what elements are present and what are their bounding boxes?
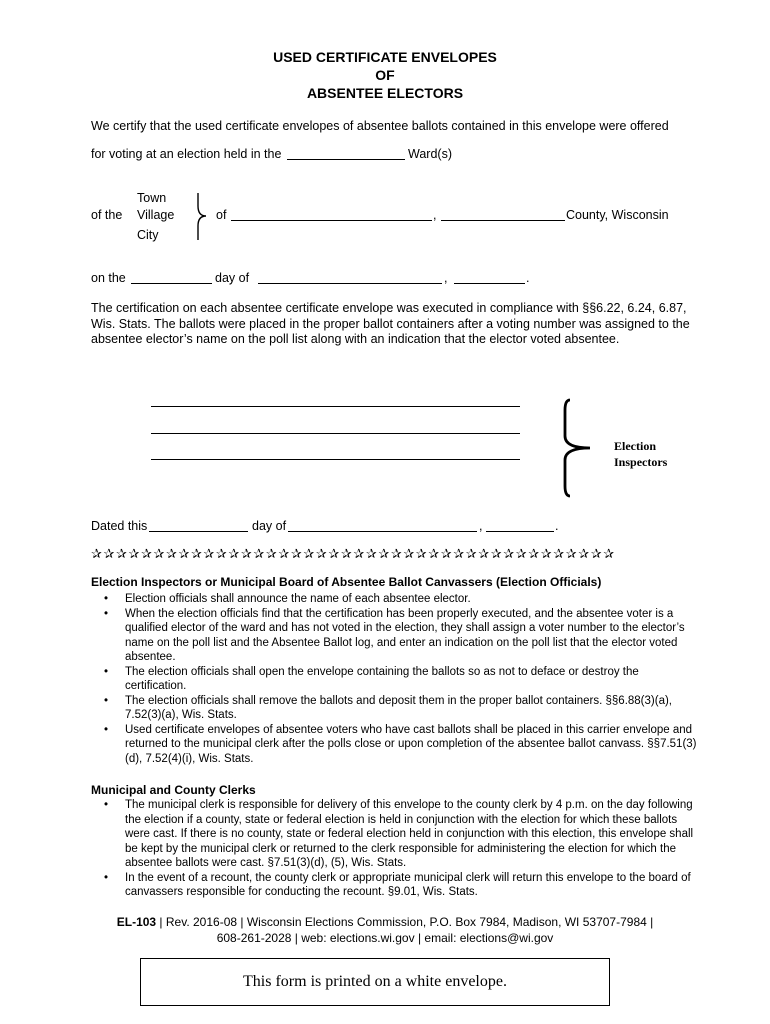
list-item-text: Used certificate envelopes of absentee voters who have cast ballots shall be placed in this carrier envelope and returned to the municipal clerk after the polls close or upon completion of the absentee ballot canvass. §§7.51(3)(d), 7.52(4)(i), Wis. Stats. xyxy=(125,723,697,765)
list-item xyxy=(91,871,701,900)
list-item-text: The municipal clerk is responsible for delivery of this envelope to the county clerk by 4 p.m. on the day following the election if a county, state or federal election is held in conjunction with the election for which these ballots were cast. If there is no county, state or federal election held in conjunction with this election, this envelope shall be kept by the municipal clerk or returned to the clerk responsible for administering the election for which the absentee ballots were cast. §7.51(3)(d), (5), Wis. Stats. xyxy=(125,799,694,869)
footer-line-2: 608-261-2028 | web: elections.wi.gov | email: elections@wi.gov xyxy=(216,931,554,945)
county-wisconsin-label: County, Wisconsin xyxy=(566,208,669,222)
inspector-signature-line-2[interactable] xyxy=(151,433,520,434)
dated-month-blank[interactable] xyxy=(288,531,477,532)
dated-year-blank[interactable] xyxy=(486,531,554,532)
dated-this-label: Dated this xyxy=(91,519,148,533)
dated-day-blank[interactable] xyxy=(149,531,248,532)
form-title-line-2: OF xyxy=(375,67,395,83)
list-item-text: In the event of a recount, the county clerk or appropriate municipal clerk will return this envelope to the board of canvassers responsible for conducting the recount. §9.01, Wis. Stats. xyxy=(125,871,691,898)
day-of-label: day of xyxy=(215,271,250,285)
election-month-blank[interactable] xyxy=(258,283,442,284)
bullet-icon: • xyxy=(104,871,109,884)
comma-3: , xyxy=(479,519,483,533)
certify-line-2-start: for voting at an election held in the xyxy=(91,147,282,161)
list-item xyxy=(91,665,701,694)
inspector-signature-line-1[interactable] xyxy=(151,406,520,407)
inspectors-label-line-2: Inspectors xyxy=(614,455,668,469)
period-1: . xyxy=(526,271,530,285)
election-day-blank[interactable] xyxy=(131,283,212,284)
of-label: of xyxy=(216,208,227,222)
clerks-list xyxy=(91,798,701,900)
county-name-blank[interactable] xyxy=(441,220,565,221)
ward-label: Ward(s) xyxy=(408,147,452,161)
footer-line-1 xyxy=(0,914,770,930)
form-title-line-1: USED CERTIFICATE ENVELOPES xyxy=(273,49,497,65)
inspector-signature-line-3[interactable] xyxy=(151,459,520,460)
comma-2: , xyxy=(444,271,448,285)
list-item xyxy=(91,607,701,665)
compliance-paragraph: The certification on each absentee certificate envelope was executed in compliance with §§6.22, 6.24, 6.87, Wis. Stats. The ballots were placed in the proper ballot containers after a voting number was assigned to the absentee elector’s name on the poll list along with an indication that the elector voted absentee. xyxy=(91,301,690,346)
election-year-blank[interactable] xyxy=(454,283,525,284)
bullet-icon: • xyxy=(104,593,109,605)
section-heading-clerks: Municipal and County Clerks xyxy=(91,783,256,797)
on-the-label: on the xyxy=(91,271,126,285)
section-heading-election-officials: Election Inspectors or Municipal Board of Absentee Ballot Canvassers (Election Officials) xyxy=(91,575,602,589)
municipality-type-city: City xyxy=(137,228,159,242)
list-item-text: Election officials shall announce the name of each absentee elector. xyxy=(125,593,471,605)
white-envelope-note: This form is printed on a white envelope. xyxy=(140,958,610,1006)
comma-1: , xyxy=(433,208,437,222)
list-item xyxy=(91,723,701,767)
of-the-label: of the xyxy=(91,208,123,222)
list-item xyxy=(91,798,701,871)
bullet-icon: • xyxy=(104,694,109,707)
dated-day-of-label: day of xyxy=(252,519,287,533)
period-2: . xyxy=(555,519,559,533)
list-item xyxy=(91,694,701,723)
election-name-blank[interactable] xyxy=(287,159,405,160)
list-item-text: When the election officials find that the certification has been properly executed, and the absentee voter is a qualified elector of the ward and has not voted in the election, they shall assign a voter number to the elector’s name on the poll list and the Absentee Ballot log, and enter an indication on the poll list that the elector voted absentee. xyxy=(125,607,685,663)
bullet-icon: • xyxy=(104,723,109,736)
election-officials-list xyxy=(91,592,701,766)
large-brace-icon xyxy=(548,398,594,498)
list-item-text: The election officials shall open the envelope containing the ballots so as not to deface or destroy the certification. xyxy=(125,665,639,692)
star-divider: ✰✰✰✰✰✰✰✰✰✰✰✰✰✰✰✰✰✰✰✰✰✰✰✰✰✰✰✰✰✰✰✰✰✰✰✰✰✰✰✰✰✰ xyxy=(91,546,616,561)
bullet-icon: • xyxy=(104,665,109,678)
certify-line-1: We certify that the used certificate envelopes of absentee ballots contained in this envelope were offered xyxy=(91,119,669,133)
bullet-icon: • xyxy=(104,607,109,620)
municipality-type-village: Village xyxy=(137,208,175,222)
list-item-text: The election officials shall remove the ballots and deposit them in the proper ballot containers. §§6.88(3)(a), 7.52(3)(a), Wis. Stats. xyxy=(125,694,672,721)
form-id: EL-103 xyxy=(116,915,157,929)
small-brace-icon xyxy=(194,192,208,242)
footer-rev-address: | Rev. 2016-08 | Wisconsin Elections Commission, P.O. Box 7984, Madison, WI 53707-7984 | xyxy=(156,915,654,929)
municipality-name-blank[interactable] xyxy=(231,220,432,221)
form-title-line-3: ABSENTEE ELECTORS xyxy=(306,85,464,101)
municipality-type-town: Town xyxy=(137,191,167,205)
list-item xyxy=(91,592,701,607)
bullet-icon: • xyxy=(104,799,109,811)
inspectors-label-line-1: Election xyxy=(614,439,656,453)
